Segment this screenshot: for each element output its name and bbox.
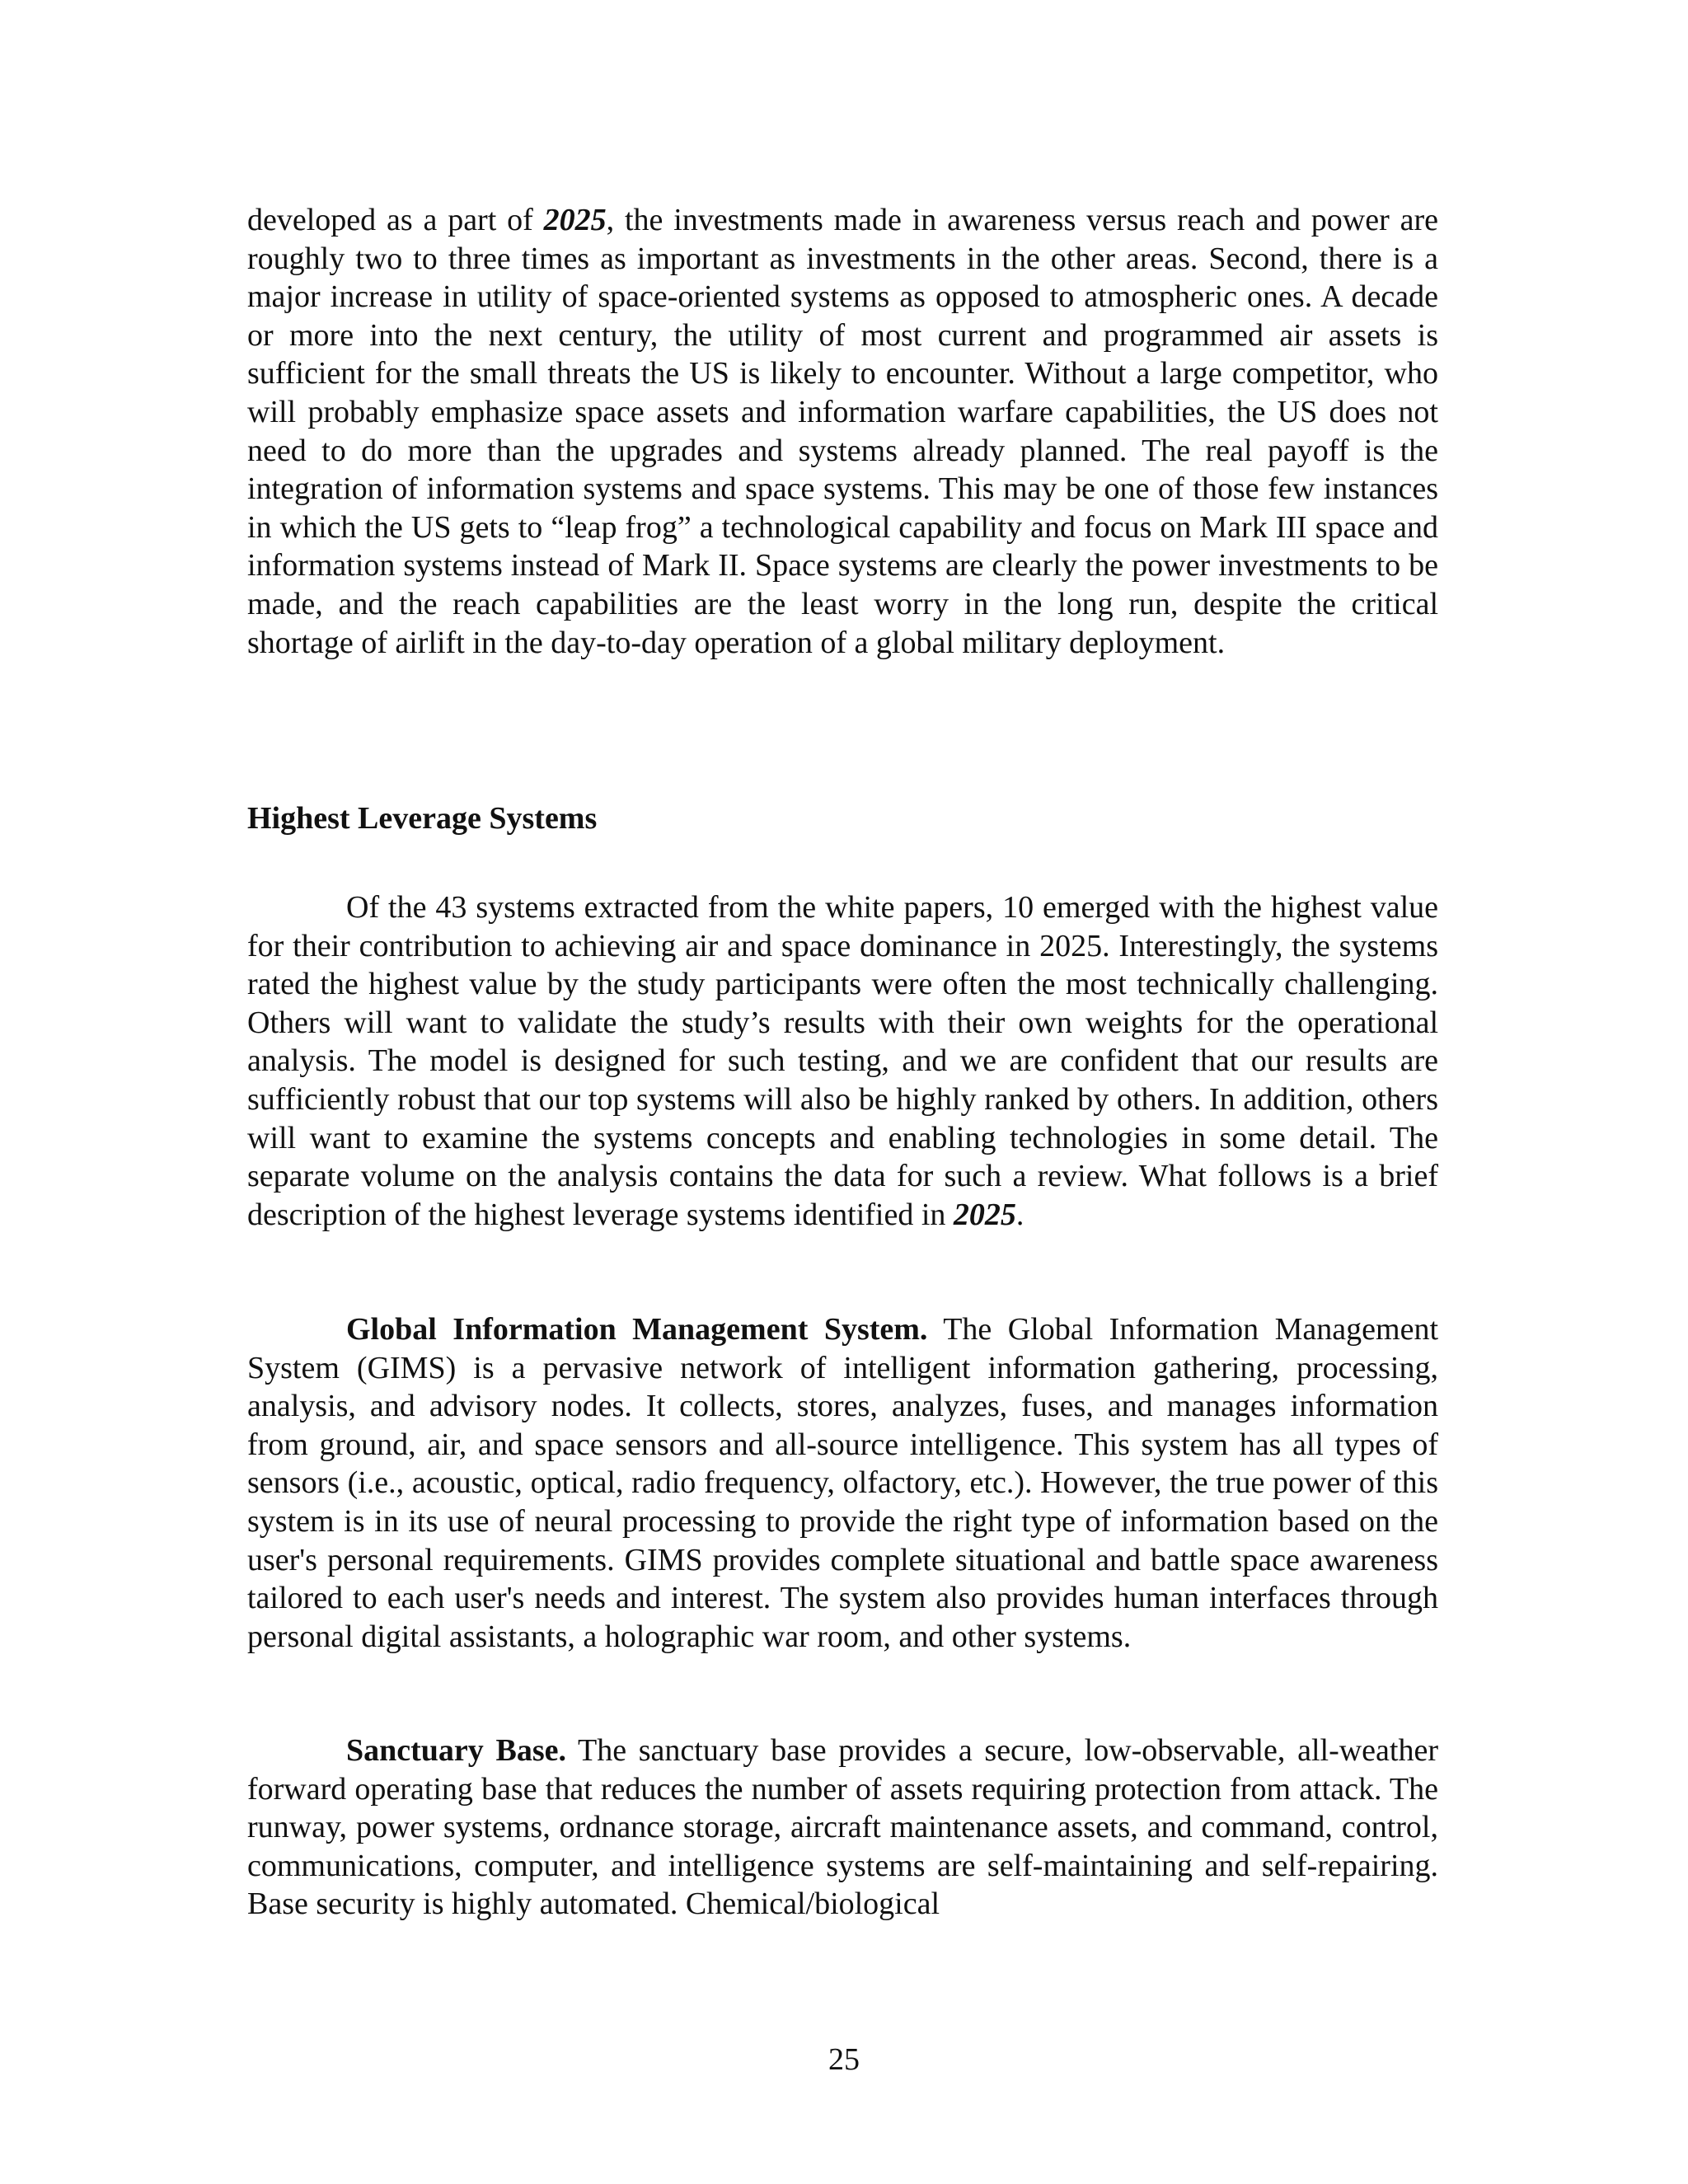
paragraph-1-text-a: developed as a part of xyxy=(247,203,544,237)
body-paragraph-1 xyxy=(247,201,1438,662)
gims-run-in-heading: Global Information Management System. xyxy=(346,1312,928,1347)
sanctuary-base-run-in-heading: Sanctuary Base. xyxy=(346,1733,566,1768)
body-paragraph-2 xyxy=(247,888,1438,1234)
paragraph-2-emphasis-2025: 2025 xyxy=(953,1197,1016,1232)
body-paragraph-sanctuary-base xyxy=(247,1732,1438,1924)
paragraph-1-emphasis-2025: 2025 xyxy=(543,203,607,237)
page-number: 25 xyxy=(828,2042,860,2077)
paragraph-1-text-b: , the investments made in awareness versus reach and power are roughly two to three times as important as investments in the other areas. Second, there is a major increase in utility of space-oriented systems as opposed to atmospheric ones. A decade or more into the next century, the utility of most current and programmed air assets is sufficient for the small threats the US is likely to encounter. Without a large competitor, who will probably emphasize space assets and information warfare capabilities, the US does not need to do more than the upgrades and systems already planned. The real payoff is the integration of information systems and space systems. This may be one of those few instances in which the US gets to “leap frog” a technological capability and focus on Mark III space and information systems instead of Mark II. Space systems are clearly the power investments to be made, and the reach capabilities are the least worry in the long run, despite the critical shortage of airlift in the day-to-day operation of a global military deployment. xyxy=(247,203,1438,660)
sanctuary-base-description: The sanctuary base provides a secure, low-observable, all-weather forward operating base that reduces the number of assets requiring protection from attack. The runway, power systems, ordnance storage, aircraft maintenance assets, and command, control, communications, computer, and intelligence systems are self-maintaining and self-repairing. Base security is highly automated. Chemical/biological xyxy=(247,1733,1438,1922)
gims-description: The Global Information Management System (GIMS) is a pervasive network of intelligent information gathering, processing, analysis, and advisory nodes. It collects, stores, analyzes, fuses, and manages information from ground, air, and space sensors and all-source intelligence. This system has all types of sensors (i.e., acoustic, optical, radio frequency, olfactory, etc.). However, the true power of this system is in its use of neural processing to provide the right type of information based on the user's personal requirements. GIMS provides complete situational and battle space awareness tailored to each user's needs and interest. The system also provides human interfaces through personal digital assistants, a holographic war room, and other systems. xyxy=(247,1312,1438,1654)
section-heading: Highest Leverage Systems xyxy=(247,801,598,836)
body-paragraph-gims xyxy=(247,1310,1438,1656)
paragraph-2-text-b: . xyxy=(1015,1197,1025,1232)
paragraph-2-text-a: Of the 43 systems extracted from the white papers, 10 emerged with the highest value for their contribution to achieving air and space dominance in 2025. Interestingly, the systems rated the highest value by the study participants were often the most technically challenging. Others will want to validate the study’s results with their own weights for the operational analysis. The model is designed for such testing, and we are confident that our results are sufficiently robust that our top systems will also be highly ranked by others. In addition, others will want to examine the systems concepts and enabling technologies in some detail. The separate volume on the analysis contains the data for such a review. What follows is a brief description of the highest leverage systems identified in xyxy=(247,890,1438,1232)
